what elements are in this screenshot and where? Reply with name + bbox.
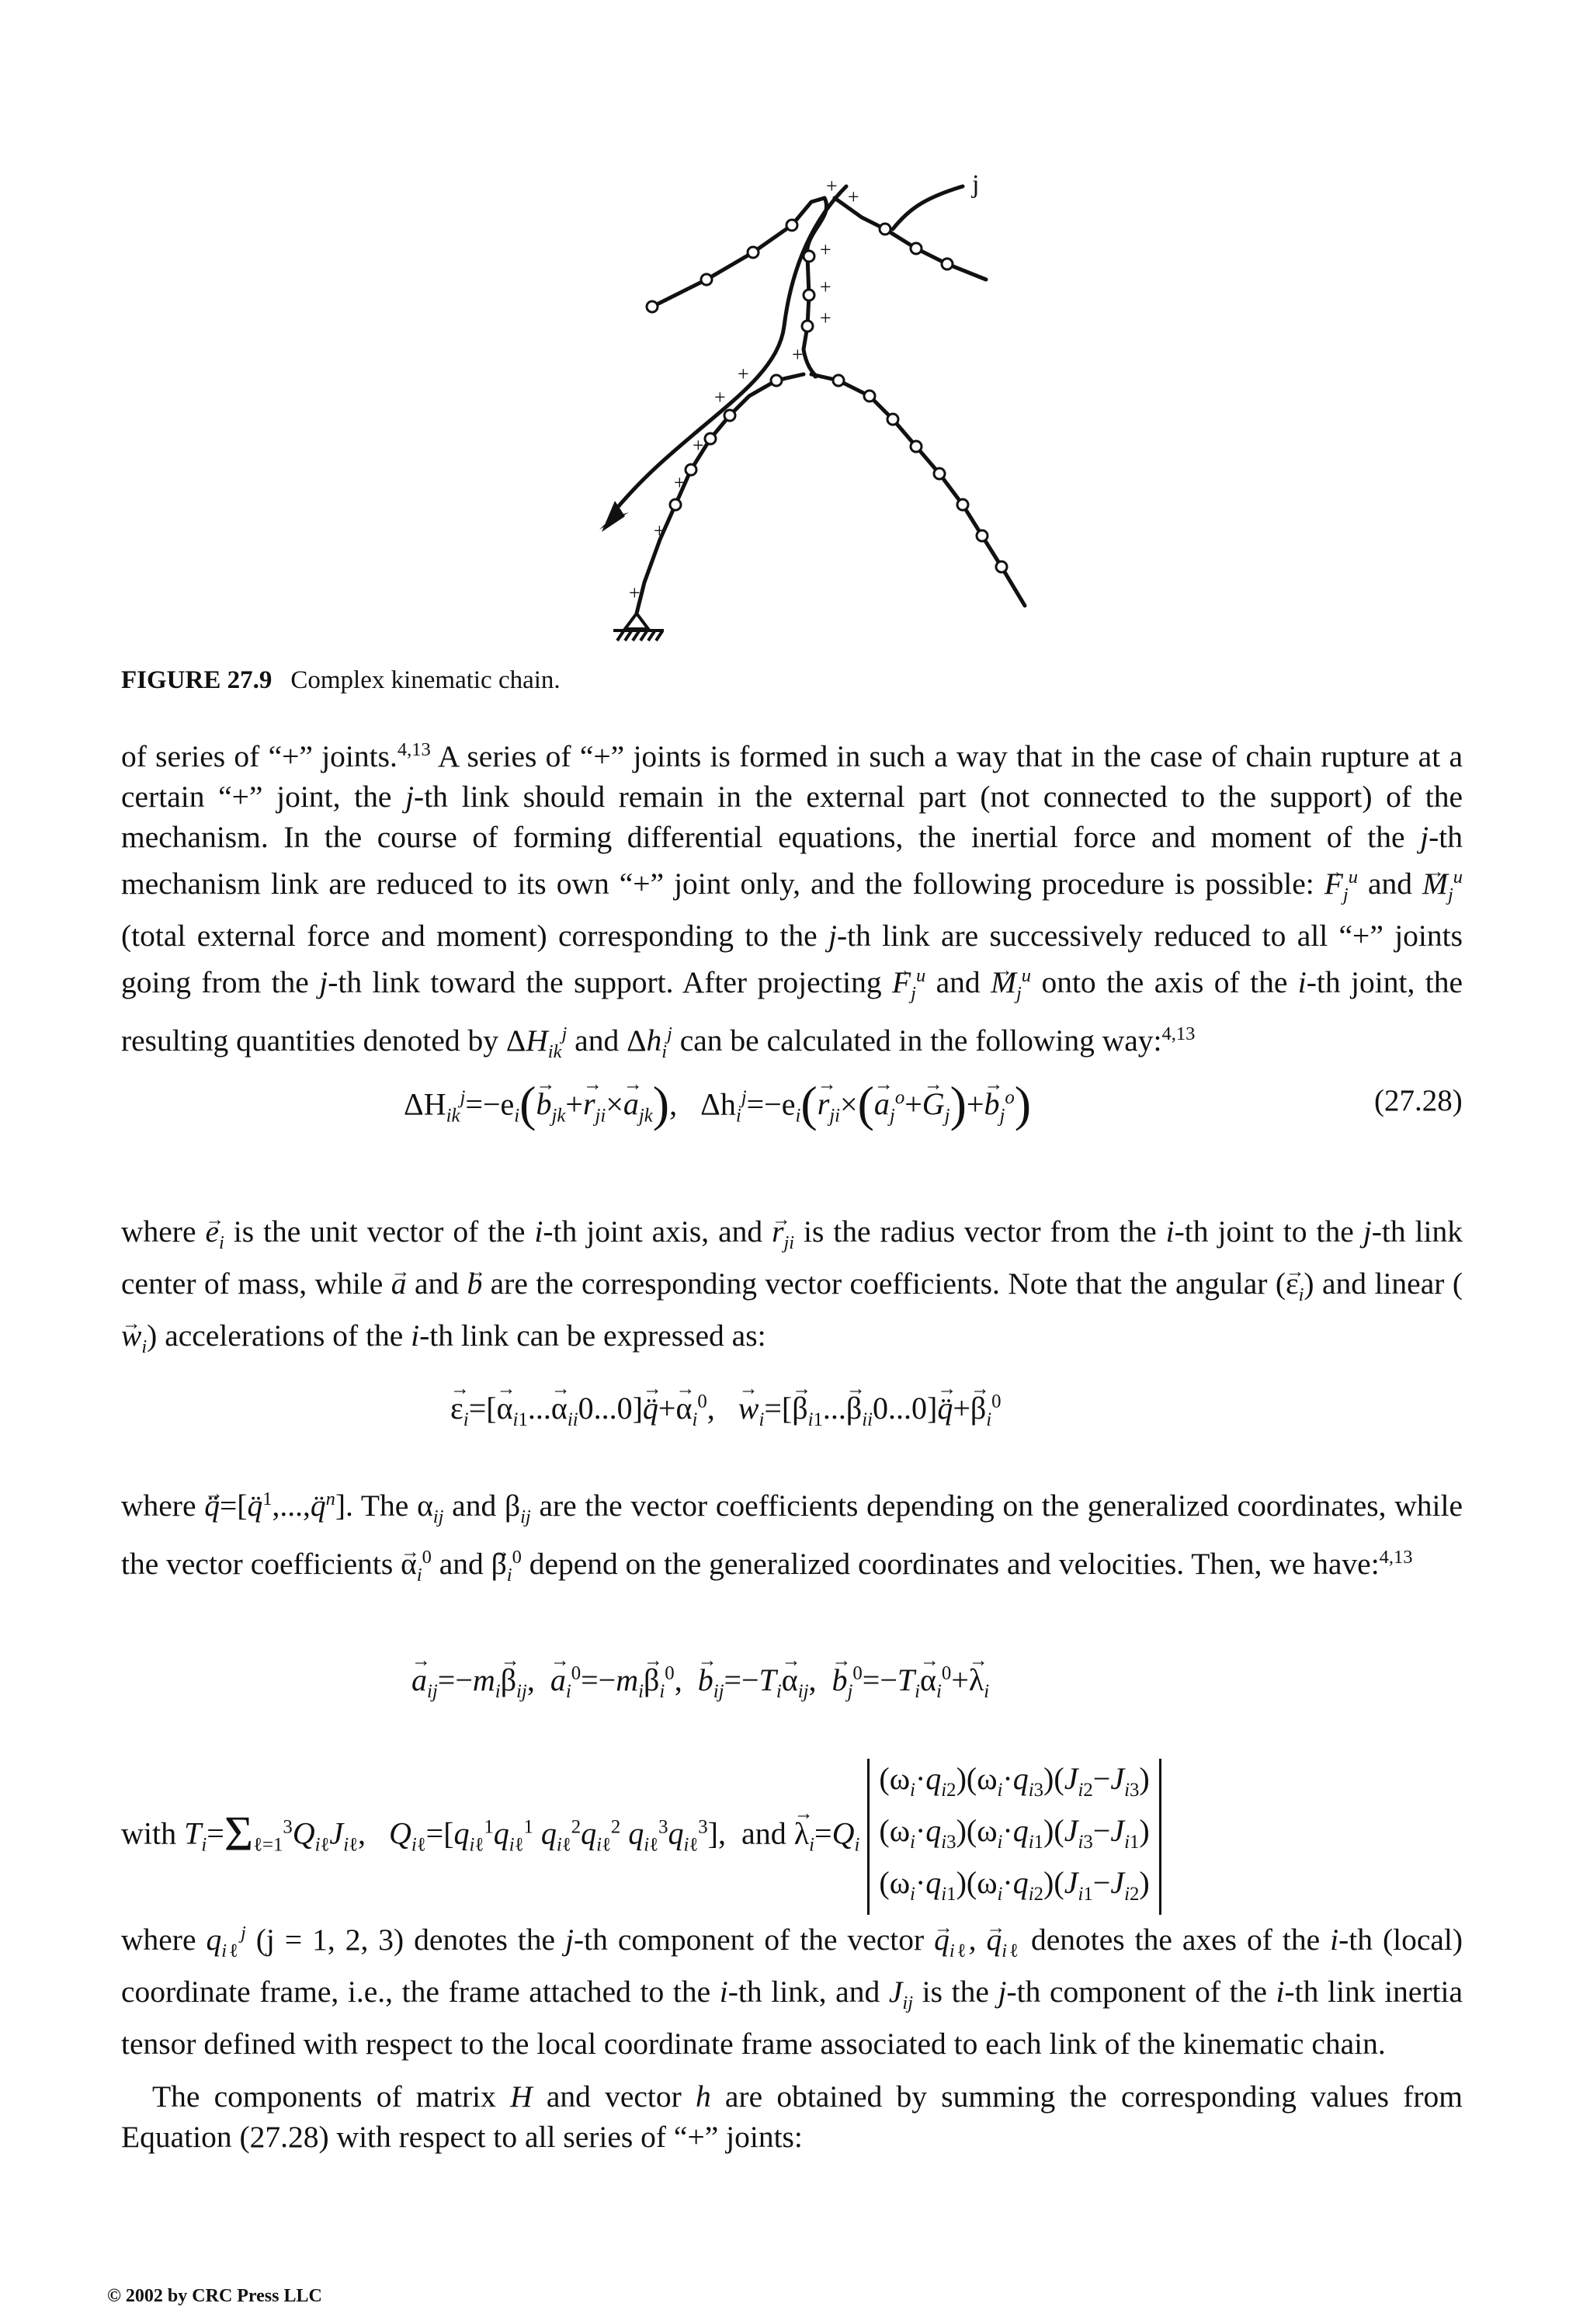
plus-marker: +: [820, 276, 831, 298]
j-pointer-line: [893, 186, 963, 229]
coefficient-equations: → $a_{ij}=-m_i\to \beta_{ij}$, → $a_i^0=-m_i\to \beta_i^0$, → $b_{ij}=-T_i\to \alpha_{ij}$, → $b_j^0=-T_i\to \alpha_i^0+\to \lambda_i$: [411, 1662, 989, 1703]
figure-caption: [121, 666, 561, 695]
plus-marker: +: [714, 386, 726, 408]
plus-marker: +: [693, 434, 704, 457]
paragraph-1: of series of “+” joints.$^{4,13}$ A series of “+” joints is formed in such a way that in the case of chain rupture at a certain “+” joint, the j-th link should remain in the external part (not connected to the support) of the mechanism. In the course of forming differential equations, the inertial force and moment of the j-th mechanism link are reduced to its own “+” joint only, and the following procedure is possible: → $F_j^u$ and → $M_j^u$ (total external force and moment) corresponding to the j-th link are successively reduced to all “+” joints going from the j-th link toward the support. After projecting → $F_j^u$ and → $M_j^u$ onto the axis of the i-th joint, the resulting quantities denoted by $\Delta H_{ik}^j$ and $\Delta h_i^j$ can be calculated in the following way:$^{4,13}$: [121, 730, 1463, 1072]
paragraph-5: The components of matrix H and vector h are obtained by summing the corresponding values from Equation (27.28) with respect to all series of “+” joints:: [121, 2079, 1463, 2154]
lower-right-link-chain: [811, 374, 1025, 606]
upper-left-link-chain: [652, 198, 825, 307]
plus-marker: +: [738, 363, 749, 385]
reduction-arrow: [613, 186, 846, 512]
joint-circles: [647, 220, 1007, 572]
equation-number: (27.28): [1374, 1084, 1463, 1117]
matrix: $(\omega_i\cdot q_{i2})(\omega_i\cdot q_{i3})(J_{i2}-J_{i3})$ $(\omega_i\cdot q_{i3})(\omega_i\cdot q_{i1})(J_{i3}-J_{i1})$ $(\omega_i\cdot q_{i1})(\omega_i\cdot q_{i2})(J_{i1}-J_{i2})$: [867, 1759, 1161, 1915]
plus-marker: +: [792, 343, 804, 366]
caption-text: Complex kinematic chain.: [290, 666, 561, 694]
plus-marker: +: [629, 582, 641, 604]
copyright-footer: © 2002 by CRC Press LLC: [107, 2286, 322, 2306]
plus-marker: +: [848, 186, 859, 208]
paragraph-3: where → q̈=[q̈$^1$,...,q̈$^n$]. The $\alpha_{ij}$ and $\beta_{ij}$ are the vector coefficients depending on the generalized coordinates, while the vector coefficients → $\alpha_i^0$ and → $\beta_i^0$ depend on the generalized coordinates and velocities. Then, we have:$^{4,13}$: [121, 1479, 1463, 1596]
acceleration-equations: → $\varepsilon_i=[\to \alpha_{i1}...\to \alpha_{ii}0...0]\to$ q̈+→ $\alpha_i^0$, → $w_i=[\to \beta_{i1}...\to \beta_{ii}0...0]\to$ q̈+→ $\beta_i^0$: [450, 1390, 1002, 1431]
equation-27-28: $\Delta H_{ik}^j=-e_i(\to b_{jk}+\to r_{ji}\times\to a_{jk})$, $\Delta h_i^j=-e_i(\to r_{ji}\times(\to a_j^o+\to G_j)+\to b_j^o)$: [404, 1075, 1031, 1133]
plus-marker: +: [826, 175, 838, 197]
paragraph-2: where → $e_i$ is the unit vector of the i-th joint axis, and → $r_{ji}$ is the radius vector from the i-th joint to the j-th link center of mass, while → a and → b are the corresponding vector coefficients. Note that the angular (→ $\varepsilon_i$) and linear (→ $w_i$) accelerations of the i-th link can be expressed as:: [121, 1211, 1463, 1367]
caption-label: FIGURE 27.9: [121, 666, 273, 694]
with-equations: with $T_i=\Sigma_{\ell=1}^3Q_{i\ell}J_{i\ell}$, $Q_{i\ell}=[q_{i\ell}^1q_{i\ell}^1$ $q_{i\ell}^2q_{i\ell}^2$ $q_{i\ell}^3q_{i\ell}^3$], and → $\lambda_i=Q_i$ $(\omega_i\cdot q_{i2})(\omega_i\cdot q_{i3})(J_{i2}-J_{i3})$ $(\omega_i\cdot q_{i3})(\omega_i\cdot q_{i1})(J_{i3}-J_{i1})$ $(\omega_i\cdot q_{i1})(\omega_i\cdot q_{i2})(J_{i1}-J_{i2})$: [121, 1759, 1161, 1915]
plus-marker: +: [820, 307, 831, 329]
ground-support-icon: [613, 613, 664, 641]
plus-marker: +: [654, 519, 665, 542]
paragraph-4: where $q_{i\ell}^j$ (j = 1, 2, 3) denotes the j-th component of the vector → $q_{i\ell}$, → $q_{i\ell}$ denotes the axes of the i-th (local) coordinate frame, i.e., the frame attached to the i-th link, and $J_{ij}$ is the j-th component of the i-th link inertia tensor defined with respect to the local coordinate frame associated to each link of the kinematic chain.: [121, 1913, 1463, 2064]
plus-marker: +: [820, 238, 831, 261]
kinematic-chain-figure: [528, 171, 1087, 652]
plus-marker: +: [674, 471, 686, 494]
j-label: j: [972, 171, 980, 199]
